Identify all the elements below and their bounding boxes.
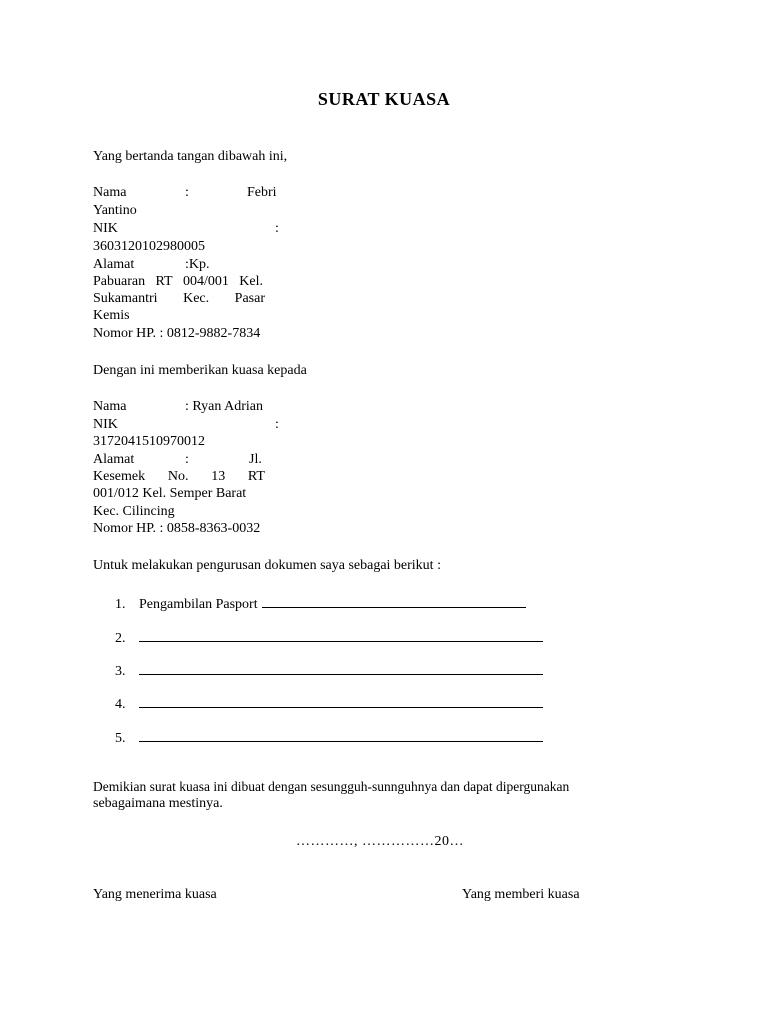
- giver-nik-colon: :: [275, 221, 279, 236]
- list-number: 5.: [115, 731, 126, 746]
- date-line: …………, ……………20…: [296, 834, 464, 849]
- list-number: 2.: [115, 631, 126, 646]
- signature-receiver-label: Yang menerima kuasa: [93, 887, 217, 902]
- receiver-alamat-line4: Kec. Cilincing: [93, 504, 175, 519]
- list-item: [115, 593, 526, 614]
- list-item: [115, 693, 543, 714]
- receiver-nik-label: NIK: [93, 417, 118, 432]
- receiver-hp: Nomor HP. : 0858-8363-0032: [93, 521, 261, 536]
- giver-nama-label: Nama: [93, 185, 127, 200]
- giver-nik-value: 3603120102980005: [93, 239, 205, 254]
- list-item-text: Pengambilan Pasport: [139, 597, 258, 612]
- receiver-alamat-line1: Jl.: [249, 452, 262, 467]
- receiver-nama-value: : Ryan Adrian: [185, 399, 263, 414]
- receiver-alamat-line2-word: RT: [247, 469, 265, 484]
- giver-alamat-line2-word: Kel.: [239, 274, 263, 289]
- signature-giver-label: Yang memberi kuasa: [462, 887, 580, 902]
- giver-alamat-line2-word: 004/001: [182, 274, 229, 289]
- giver-alamat-line3: [93, 290, 265, 308]
- receiver-alamat-line2-word: No.: [167, 469, 189, 484]
- giver-nama-second: Yantino: [93, 203, 137, 218]
- giver-nik-label: NIK: [93, 221, 118, 236]
- fill-in-blank: [139, 727, 543, 742]
- giver-alamat-line2-word: Pabuaran: [93, 274, 146, 289]
- list-item: [115, 727, 543, 748]
- transfer-text: Dengan ini memberikan kuasa kepada: [93, 363, 307, 378]
- giver-alamat-line2: [93, 273, 263, 291]
- receiver-alamat-label: Alamat: [93, 452, 135, 467]
- receiver-nik-colon: :: [275, 417, 279, 432]
- receiver-alamat-line2-word: 13: [211, 469, 226, 484]
- giver-nama-colon: :: [185, 185, 189, 200]
- closing-line-1: Demikian surat kuasa ini dibuat dengan sesungguh-sunnguhnya dan dapat dipergunakan: [93, 779, 570, 794]
- giver-hp: Nomor HP. : 0812-9882-7834: [93, 326, 261, 341]
- receiver-alamat-line3: 001/012 Kel. Semper Barat: [93, 486, 247, 501]
- document-title: SURAT KUASA: [317, 89, 451, 109]
- list-number: 3.: [115, 664, 126, 679]
- intro-text: Yang bertanda tangan dibawah ini,: [93, 149, 288, 164]
- fill-in-blank: [262, 593, 526, 608]
- giver-alamat-line1: :Kp.: [185, 257, 210, 272]
- receiver-nik-value: 3172041510970012: [93, 434, 205, 449]
- closing-line-2: sebagaimana mestinya.: [93, 796, 223, 811]
- receiver-nama-label: Nama: [93, 399, 127, 414]
- receiver-alamat-colon: :: [185, 452, 189, 467]
- list-item: [115, 627, 543, 648]
- giver-alamat-line3-word: Kec.: [183, 291, 210, 306]
- receiver-alamat-line2: [93, 468, 265, 486]
- giver-alamat-label: Alamat: [93, 257, 135, 272]
- list-number: 4.: [115, 697, 126, 712]
- purpose-text: Untuk melakukan pengurusan dokumen saya sebagai berikut :: [93, 558, 441, 573]
- giver-alamat-line3-word: Sukamantri: [93, 291, 158, 306]
- list-number: 1.: [115, 597, 126, 612]
- fill-in-blank: [139, 693, 543, 708]
- giver-nama-first: Febri: [247, 185, 277, 200]
- receiver-alamat-line2-word: Kesemek: [93, 469, 146, 484]
- fill-in-blank: [139, 660, 543, 675]
- list-item: [115, 660, 543, 681]
- giver-alamat-line2-word: RT: [155, 274, 173, 289]
- giver-alamat-line4: Kemis: [93, 308, 130, 323]
- fill-in-blank: [139, 627, 543, 642]
- giver-alamat-line3-word: Pasar: [234, 291, 265, 306]
